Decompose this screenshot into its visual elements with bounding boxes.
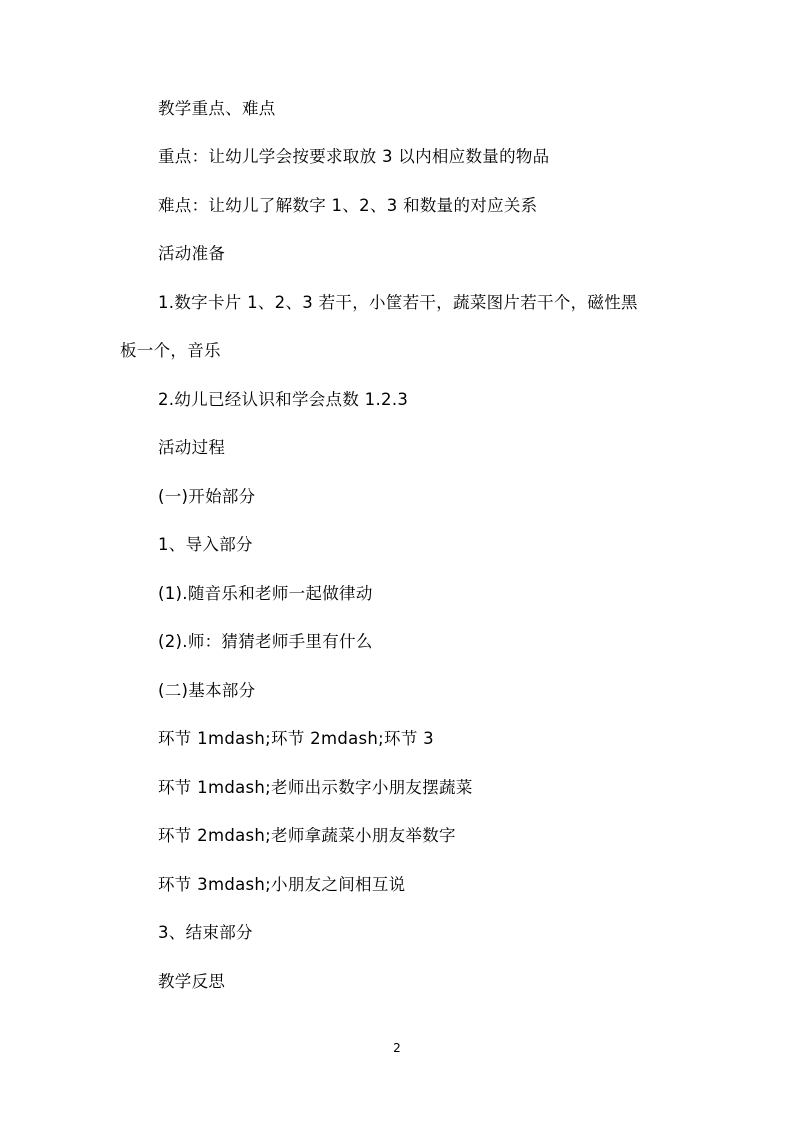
heading-activity-process: 活动过程 <box>158 438 226 457</box>
paragraph-difficult-point: 难点：让幼儿了解数字 1、2、3 和数量的对应关系 <box>158 196 538 215</box>
paragraph-preparation-1: 1.数字卡片 1、2、3 若干，小筐若干，蔬菜图片若干个，磁性黑 <box>158 293 638 312</box>
paragraph-preparation-2: 2.幼儿已经认识和学会点数 1.2.3 <box>158 390 409 409</box>
heading-activity-preparation: 活动准备 <box>158 244 226 263</box>
paragraph-key-point: 重点：让幼儿学会按要求取放 3 以内相应数量的物品 <box>158 147 550 166</box>
paragraph-introduction-1: (1).随音乐和老师一起做律动 <box>158 584 373 603</box>
heading-basic-section: (二)基本部分 <box>158 681 256 700</box>
page-number: 2 <box>393 1041 401 1055</box>
paragraph-stage-2: 环节 2mdash;老师拿蔬菜小朋友举数字 <box>158 826 456 845</box>
heading-closing-section: 3、结束部分 <box>158 923 253 942</box>
paragraph-introduction-2: (2).师：猜猜老师手里有什么 <box>158 632 373 651</box>
paragraph-stages: 环节 1mdash;环节 2mdash;环节 3 <box>158 729 434 748</box>
heading-teaching-focus: 教学重点、难点 <box>158 99 276 118</box>
paragraph-preparation-1-cont: 板一个，音乐 <box>120 341 221 360</box>
paragraph-stage-1: 环节 1mdash;老师出示数字小朋友摆蔬菜 <box>158 778 473 797</box>
heading-opening-section: (一)开始部分 <box>158 487 256 506</box>
heading-introduction: 1、导入部分 <box>158 535 253 554</box>
paragraph-stage-3: 环节 3mdash;小朋友之间相互说 <box>158 875 406 894</box>
heading-teaching-reflection: 教学反思 <box>158 972 226 991</box>
